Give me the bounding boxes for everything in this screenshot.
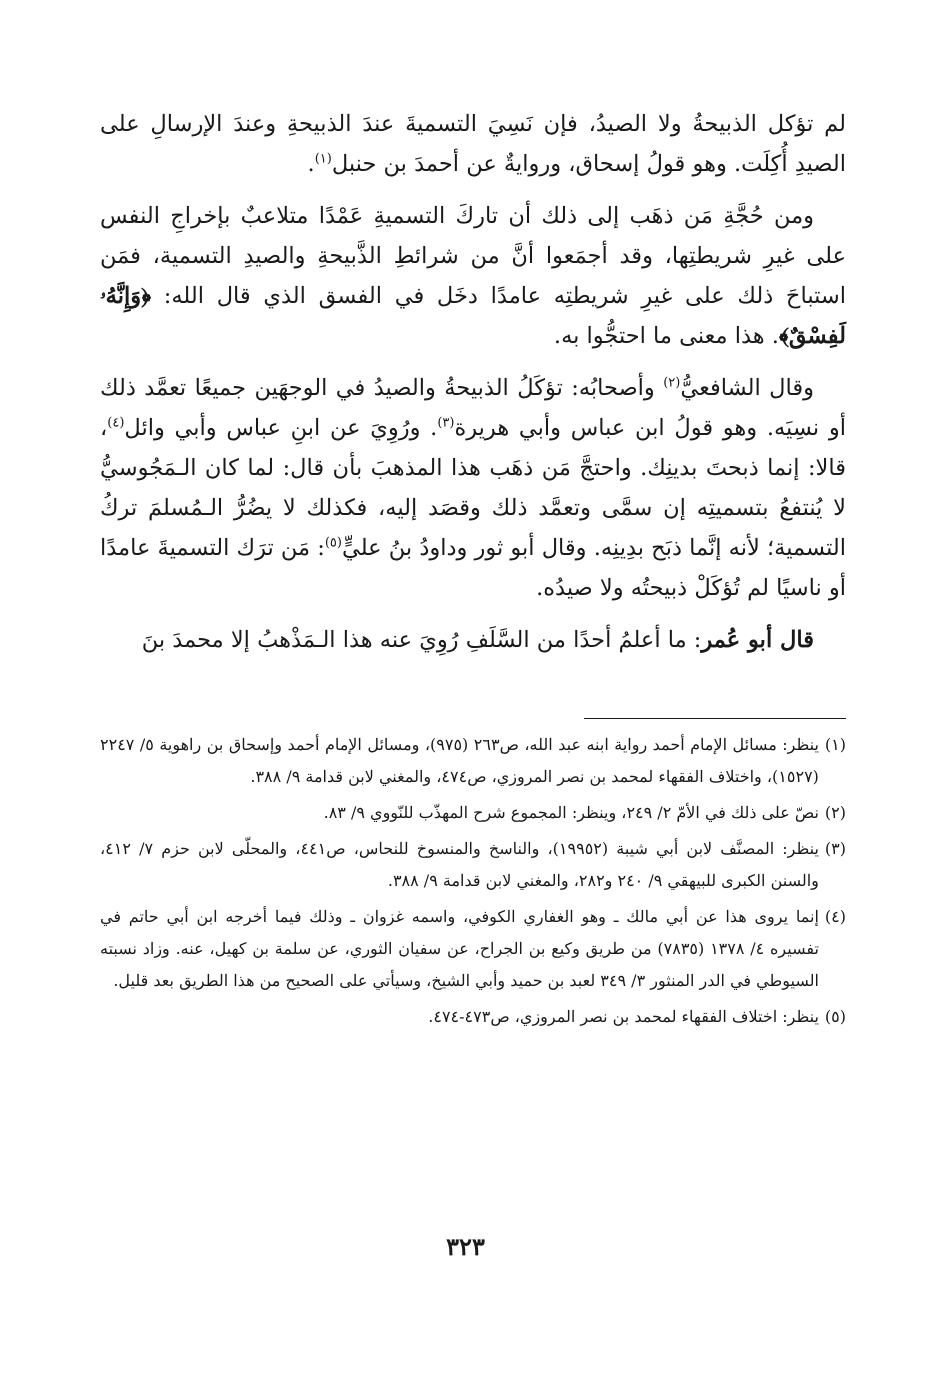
footnote-2: [100, 797, 846, 829]
text-run: . هذا معنى ما احتجُّوا به.: [553, 323, 779, 349]
footnote-number: (٤): [824, 907, 846, 926]
text-run: وأصحابُه: تؤكَلُ الذبيحةُ والصيدُ في الوجهَين جميعًا تعمَّد ذلك أو نسِيَه. وهو قولُ ابن عباس وأبي هريرة: [100, 375, 847, 441]
footnote-ref-5[interactable]: (٥): [324, 535, 342, 551]
footnote-text: ينظر: مسائل الإمام أحمد رواية ابنه عبد الله، ص٢٦٣ (٩٧٥)، ومسائل الإمام أحمد وإسحاق بن راهوية ٥/ ٢٢٤٧ (١٥٢٧)، واختلاف الفقهاء لمحمد بن نصر المروزي، ص٤٧٤، والمغني لابن قدامة ٩/ ٣٨٨.: [100, 735, 819, 786]
footnote-number: (٥): [824, 1007, 846, 1026]
footnote-4: [100, 901, 846, 997]
footnote-divider: [584, 718, 846, 719]
footnote-number: (٣): [824, 839, 846, 858]
footnote-text: نصّ على ذلك في الأمّ ٢/ ٢٤٩، وينظر: المجموع شرح المهذّب للنّووي ٩/ ٨٣.: [323, 803, 819, 822]
page-number: ٣٢٣: [446, 1232, 485, 1261]
footnotes: [100, 729, 846, 1033]
text-run: ومن حُجَّةِ مَن ذهَب إلى ذلك أن تاركَ التسميةِ عَمْدًا متلاعبٌ بإخراجِ النفس على غيرِ شريطتِها، وقد أجمَعوا أنَّ من شرائطِ الذَّبيحةِ والصيدِ التسمية، فمَن استباحَ ذلك على غيرِ شريطتِه عامدًا دخَل في الفسق الذي قال الله:: [100, 203, 846, 309]
footnote-number: (٢): [824, 803, 846, 822]
quran-verse: ﴿وَإِنَّهُۥ لَفِسْقٌ﴾: [100, 283, 846, 349]
footnote-ref-3[interactable]: (٣): [437, 415, 455, 431]
paragraph-4: [100, 620, 846, 660]
paragraph-3: [100, 368, 846, 608]
text-run: . ورُوِيَ عن ابنِ عباس وأبي وائل: [124, 415, 438, 441]
text-run: : مَن ترَك التسميةَ عامدًا أو ناسيًا لم تُؤكَلْ ذبيحتُه ولا صيدُه.: [100, 535, 846, 601]
footnote-text: ينظر: اختلاف الفقهاء لمحمد بن نصر المروزي، ص٤٧٣-٤٧٤.: [428, 1007, 819, 1026]
text-run: ، قالا: إنما ذبحتَ بدينِك. واحتجَّ مَن ذهَب هذا المذهبَ بأن قال: لما كان الـمَجُوسيُّ لا يُنتفعُ بتسميتِه إن سمَّى وتعمَّد ذلك وقصَد إليه، فكذلك لا يضُرُّ الـمُسلمَ تركُ التسمية؛ لأنه إنَّما ذبَح بدِينِه. وقال أبو ثور وداودُ بنُ عليٍّ: [100, 415, 846, 561]
main-text: [100, 104, 846, 660]
text-run: لم تؤكل الذبيحةُ ولا الصيدُ، فإن نَسِيَ التسميةَ عندَ الذبيحةِ وعندَ الإرسالِ على الصيدِ أُكِلَت. وهو قولُ إسحاق، وروايةٌ عن أحمدَ بن حنبل: [100, 111, 846, 177]
footnote-ref-1[interactable]: (١): [314, 151, 332, 167]
paragraph-2: [100, 196, 846, 356]
page-content: [100, 104, 846, 1037]
footnote-ref-2[interactable]: (٢): [663, 375, 681, 391]
footnote-ref-4[interactable]: (٤): [107, 415, 125, 431]
text-run: وقال الشافعيُّ: [680, 375, 815, 401]
footnote-3: [100, 833, 846, 897]
paragraph-1: [100, 104, 846, 184]
footnote-1: [100, 729, 846, 793]
text-run: : ما أعلمُ أحدًا من السَّلَفِ رُوِيَ عنه هذا الـمَذْهبُ إلا محمدَ بنَ: [141, 627, 702, 653]
footnote-text: ينظر: المصنَّف لابن أبي شيبة (١٩٩٥٢)، والناسخ والمنسوخ للنحاس، ص٤٤١، والمحلّى لابن حزم ٧/ ٤١٢، والسنن الكبرى للبيهقي ٩/ ٢٤٠ و٢٨٢، والمغني لابن قدامة ٩/ ٣٨٨.: [100, 839, 819, 890]
author-label: قال أبو عُمر: [701, 627, 814, 653]
footnote-text: إنما يروى هذا عن أبي مالك ـ وهو الغفاري الكوفي، واسمه غزوان ـ وذلك فيما أخرجه ابن أبي حاتم في تفسيره ٤/ ١٣٧٨ (٧٨٣٥) من طريق وكيع بن الجراح، عن سفيان الثوري، عن سلمة بن كهيل، عنه. وزاد نسبته السيوطي في الدر المنثور ٣/ ٣٤٩ لعبد بن حميد وأبي الشيخ، وسيأتي على الصحيح من هذا الطريق بعد قليل.: [100, 907, 819, 990]
footnote-number: (١): [824, 735, 846, 754]
footnote-5: [100, 1001, 846, 1033]
text-run: .: [307, 151, 315, 177]
